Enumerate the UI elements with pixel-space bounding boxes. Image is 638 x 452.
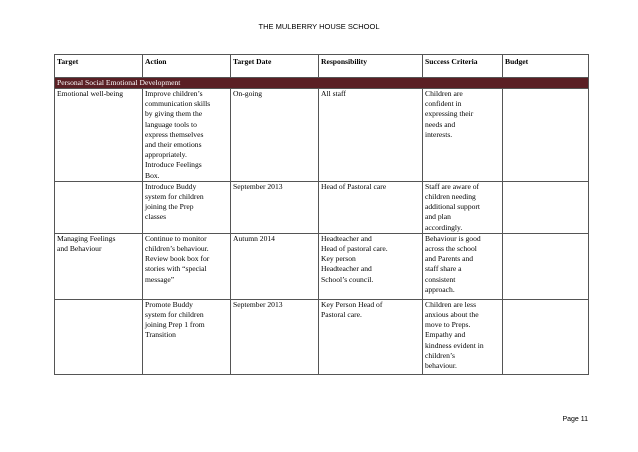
table-header-row (55, 55, 589, 78)
cell-action: Improve children’s communication skills by giving them the language tools to express themselves and their emotions appropriately. Introduce Feelings Box. (143, 89, 231, 182)
cell-date: Autumn 2014 (231, 233, 319, 299)
table-row (55, 181, 589, 233)
table-row (55, 233, 589, 299)
cell-success: Children are less anxious about the move to Preps. Empathy and kindness evident in children’s behaviour. (423, 299, 503, 374)
cell-budget (503, 299, 589, 374)
header-budget: Budget (503, 55, 589, 78)
cell-action: Promote Buddy system for children joining Prep 1 from Transition (143, 299, 231, 374)
cell-responsibility: Key Person Head of Pastoral care. (319, 299, 423, 374)
table-row (55, 89, 589, 182)
cell-responsibility: Headteacher and Head of pastoral care. Key person Headteacher and School’s council. (319, 233, 423, 299)
cell-responsibility: All staff (319, 89, 423, 182)
document-title: THE MULBERRY HOUSE SCHOOL (258, 22, 380, 31)
cell-success: Children are confident in expressing their needs and interests. (423, 89, 503, 182)
cell-success: Staff are aware of children needing additional support and plan accordingly. (423, 181, 503, 233)
cell-target (55, 181, 143, 233)
cell-budget (503, 181, 589, 233)
cell-target (55, 299, 143, 374)
cell-target: Managing Feelings and Behaviour (55, 233, 143, 299)
cell-budget (503, 233, 589, 299)
section-row (55, 78, 589, 89)
cell-success: Behaviour is good across the school and Parents and staff share a consistent approach. (423, 233, 503, 299)
header-action: Action (143, 55, 231, 78)
cell-action: Continue to monitor children’s behaviour. Review book box for stories with “special message” (143, 233, 231, 299)
header-success-criteria: Success Criteria (423, 55, 503, 78)
section-title: Personal Social Emotional Development (55, 78, 589, 89)
table-row (55, 299, 589, 374)
action-plan-table (54, 54, 589, 375)
cell-date: September 2013 (231, 299, 319, 374)
header-target: Target (55, 55, 143, 78)
cell-date: September 2013 (231, 181, 319, 233)
cell-target: Emotional well-being (55, 89, 143, 182)
page-number: Page 11 (562, 416, 588, 423)
header-responsibility: Responsibility (319, 55, 423, 78)
cell-responsibility: Head of Pastoral care (319, 181, 423, 233)
header-target-date: Target Date (231, 55, 319, 78)
cell-budget (503, 89, 589, 182)
cell-date: On-going (231, 89, 319, 182)
cell-action: Introduce Buddy system for children joining the Prep classes (143, 181, 231, 233)
